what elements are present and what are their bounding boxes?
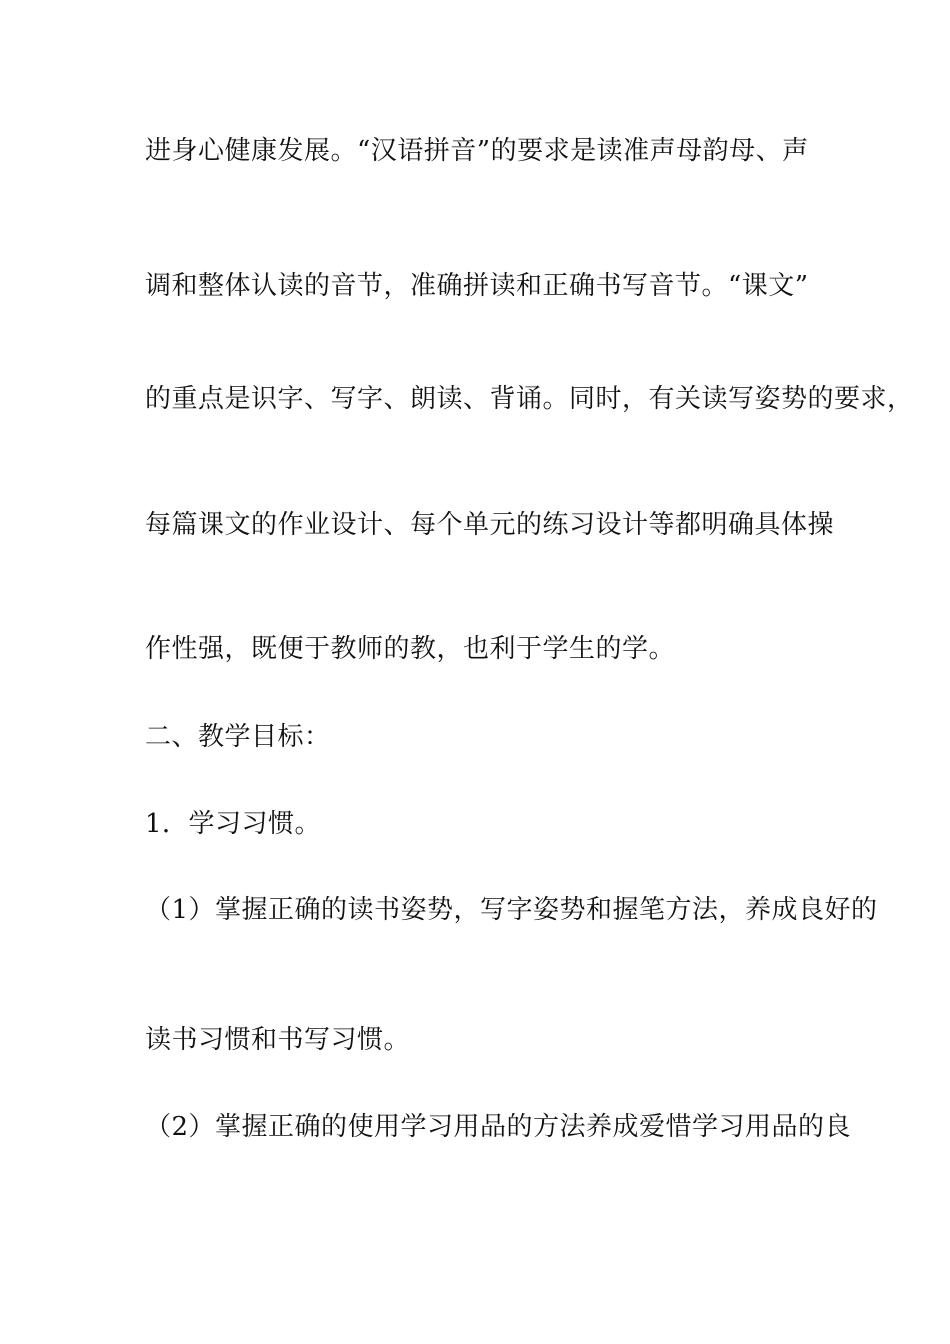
list-item-line: 读书习惯和书写习惯。: [145, 1025, 411, 1055]
paragraph-line: 进身心健康发展。“汉语拼音”的要求是读准声母韵母、声: [145, 136, 809, 166]
subsection-heading: 1．学习习惯。: [145, 809, 322, 839]
section-heading: 二、教学目标：: [145, 722, 331, 752]
list-item-line: （2）掌握正确的使用学习用品的方法养成爱惜学习用品的良: [145, 1112, 852, 1142]
paragraph-line: 调和整体认读的音节，准确拼读和正确书写音节。“课文”: [145, 271, 809, 301]
list-item-line: （1）掌握正确的读书姿势，写字姿势和握笔方法，养成良好的: [145, 895, 878, 925]
paragraph-line: 每篇课文的作业设计、每个单元的练习设计等都明确具体操: [145, 510, 835, 540]
paragraph-line: 的重点是识字、写字、朗读、背诵。同时，有关读写姿势的要求，: [145, 384, 914, 414]
paragraph-line: 作性强，既便于教师的教，也利于学生的学。: [145, 634, 676, 664]
